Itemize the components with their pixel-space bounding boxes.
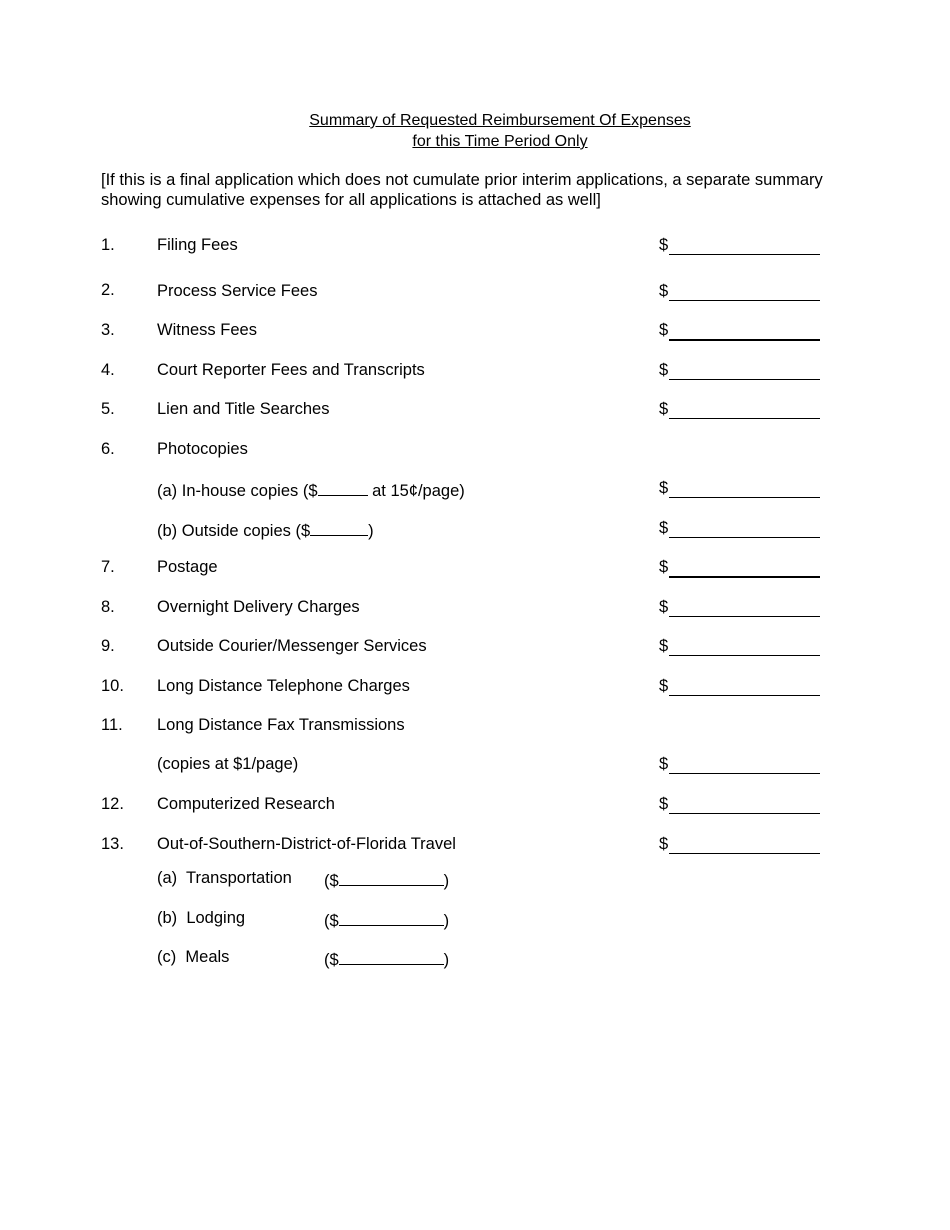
expense-row-witness-fees xyxy=(0,321,950,343)
dollar-sign: $ xyxy=(659,236,669,254)
instruction-note-line-2: showing cumulative expenses for all applications is attached as well] xyxy=(101,191,601,209)
amount-blank-line[interactable] xyxy=(669,254,820,255)
expense-row-courier-services xyxy=(0,637,950,659)
travel-close: ) xyxy=(443,951,450,969)
travel-amount-field[interactable] xyxy=(324,948,449,970)
item-label: Process Service Fees xyxy=(157,282,318,300)
item-label: Court Reporter Fees and Transcripts xyxy=(157,361,425,379)
item-number: 1. xyxy=(101,236,115,254)
amount-blank-line[interactable] xyxy=(669,616,820,617)
travel-row-meals xyxy=(0,948,950,970)
amount-blank-line[interactable] xyxy=(669,813,820,814)
travel-amount-field[interactable] xyxy=(324,909,449,931)
travel-label: (b) Lodging xyxy=(157,909,246,927)
dollar-sign: $ xyxy=(659,795,669,813)
item-label: Out-of-Southern-District-of-Florida Travel xyxy=(157,835,456,853)
dollar-sign: $ xyxy=(659,361,669,379)
item-number: 11. xyxy=(101,716,123,734)
travel-row-lodging xyxy=(0,909,950,931)
expense-row-photocopies xyxy=(0,440,950,462)
amount-field[interactable] xyxy=(659,795,668,814)
outside-label-start: (b) Outside copies ($ xyxy=(157,522,311,540)
dollar-sign: $ xyxy=(659,282,669,300)
form-title-line-1: Summary of Requested Reimbursement Of Expenses xyxy=(309,112,691,129)
amount-blank-line[interactable] xyxy=(669,418,820,419)
expense-row-travel xyxy=(0,835,950,857)
item-number: 13. xyxy=(101,835,124,853)
expense-row-computerized-research xyxy=(0,795,950,817)
item-label: Computerized Research xyxy=(157,795,335,813)
expense-row-long-distance-telephone xyxy=(0,677,950,699)
item-label: Overnight Delivery Charges xyxy=(157,598,360,616)
travel-close: ) xyxy=(443,912,450,930)
item-label: (copies at $1/page) xyxy=(157,755,299,773)
item-label: Postage xyxy=(157,558,218,576)
amount-blank-line[interactable] xyxy=(669,379,820,380)
item-number: 4. xyxy=(101,361,115,379)
dollar-sign: $ xyxy=(659,321,669,339)
travel-open: ($ xyxy=(324,912,339,930)
item-number: 3. xyxy=(101,321,115,339)
item-label: Outside Courier/Messenger Services xyxy=(157,637,427,655)
item-label: Filing Fees xyxy=(157,236,238,254)
item-number: 9. xyxy=(101,637,115,655)
amount-field[interactable] xyxy=(659,558,668,577)
item-label: Long Distance Fax Transmissions xyxy=(157,716,405,734)
expense-row-court-reporter-fees xyxy=(0,361,950,383)
dollar-sign: $ xyxy=(659,479,669,497)
dollar-sign: $ xyxy=(659,755,669,773)
amount-blank-line[interactable] xyxy=(669,655,820,656)
dollar-sign: $ xyxy=(659,598,669,616)
dollar-sign: $ xyxy=(659,835,669,853)
item-number: 12. xyxy=(101,795,124,813)
travel-close: ) xyxy=(443,872,450,890)
amount-field[interactable] xyxy=(659,479,668,498)
item-label: Photocopies xyxy=(157,440,248,458)
item-number: 6. xyxy=(101,440,115,458)
expense-row-outside-copies xyxy=(0,519,950,541)
dollar-sign: $ xyxy=(659,637,669,655)
item-label: Witness Fees xyxy=(157,321,257,339)
amount-blank-line[interactable] xyxy=(669,300,820,301)
amount-field[interactable] xyxy=(659,282,668,301)
travel-amount-blank[interactable] xyxy=(339,948,444,965)
amount-blank-line[interactable] xyxy=(669,339,820,341)
expense-row-lien-title-searches xyxy=(0,400,950,422)
outside-label-end: ) xyxy=(368,522,374,540)
amount-field[interactable] xyxy=(659,677,668,696)
item-label: Lien and Title Searches xyxy=(157,400,330,418)
expense-row-filing-fees xyxy=(0,236,950,258)
amount-field[interactable] xyxy=(659,637,668,656)
travel-label: (a) Transportation xyxy=(157,869,292,887)
expense-row-fax-copies xyxy=(0,755,950,777)
item-number: 8. xyxy=(101,598,115,616)
amount-field[interactable] xyxy=(659,321,668,340)
amount-field[interactable] xyxy=(659,361,668,380)
amount-blank-line[interactable] xyxy=(669,537,820,538)
travel-amount-blank[interactable] xyxy=(339,869,444,886)
dollar-sign: $ xyxy=(659,400,669,418)
travel-row-transportation xyxy=(0,869,950,891)
form-title-line-2: for this Time Period Only xyxy=(412,133,588,150)
item-number: 7. xyxy=(101,558,115,576)
amount-field[interactable] xyxy=(659,236,668,255)
item-label: Long Distance Telephone Charges xyxy=(157,677,410,695)
amount-field[interactable] xyxy=(659,835,668,854)
amount-blank-line[interactable] xyxy=(669,695,820,696)
instruction-note xyxy=(101,170,891,210)
travel-open: ($ xyxy=(324,951,339,969)
expense-row-fax-transmissions xyxy=(0,716,950,738)
amount-blank-line[interactable] xyxy=(669,853,820,854)
travel-open: ($ xyxy=(324,872,339,890)
travel-amount-blank[interactable] xyxy=(339,909,444,926)
item-number: 2. xyxy=(101,281,115,299)
inhouse-copies-blank[interactable] xyxy=(318,479,368,496)
amount-blank-line[interactable] xyxy=(669,497,820,498)
amount-field[interactable] xyxy=(659,400,668,419)
amount-field[interactable] xyxy=(659,519,668,538)
dollar-sign: $ xyxy=(659,519,669,537)
inhouse-label-end: at 15¢/page) xyxy=(372,482,465,500)
amount-blank-line[interactable] xyxy=(669,773,820,774)
outside-copies-blank[interactable] xyxy=(310,519,368,536)
travel-amount-field[interactable] xyxy=(324,869,449,891)
inhouse-label-start: (a) In-house copies ($ xyxy=(157,482,318,500)
dollar-sign: $ xyxy=(659,677,669,695)
amount-field[interactable] xyxy=(659,755,668,774)
expense-row-postage xyxy=(0,558,950,580)
amount-field[interactable] xyxy=(659,598,668,617)
instruction-note-line-1: [If this is a final application which does not cumulate prior interim applications, a separate summary xyxy=(101,171,823,189)
expense-row-inhouse-copies xyxy=(0,479,950,501)
item-number: 10. xyxy=(101,677,124,695)
item-number: 5. xyxy=(101,400,115,418)
item-label xyxy=(157,479,465,501)
expense-row-overnight-delivery xyxy=(0,598,950,620)
expense-row-process-service-fees xyxy=(0,282,950,304)
amount-blank-line[interactable] xyxy=(669,576,820,578)
travel-label: (c) Meals xyxy=(157,948,230,966)
dollar-sign: $ xyxy=(659,558,669,576)
item-label xyxy=(157,519,374,541)
